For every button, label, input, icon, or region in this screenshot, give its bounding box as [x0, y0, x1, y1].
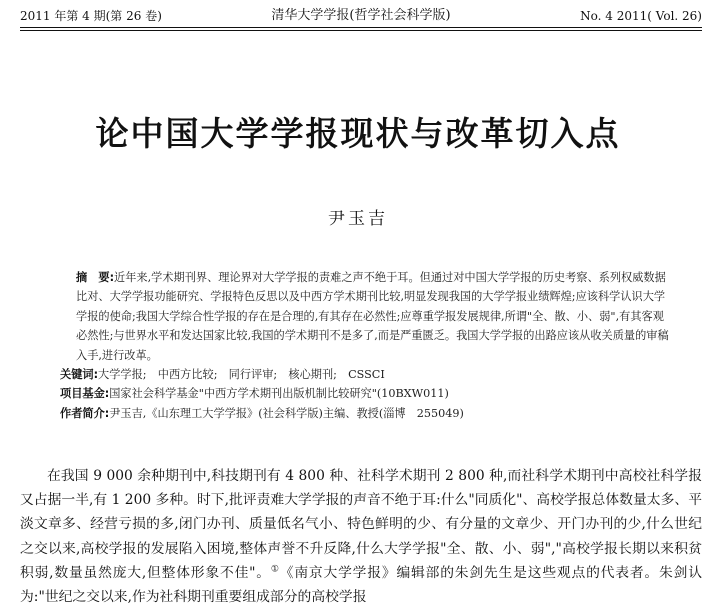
abstract-paragraph	[60, 268, 670, 365]
running-header	[20, 6, 702, 26]
keyword-item: 大学学报;	[98, 368, 147, 382]
keyword-item: CSSCI	[348, 368, 385, 382]
header-rule-thin	[20, 30, 702, 31]
fund-text: 国家社会科学基金"中西方学术期刊出版机制比较研究"(10BXW011)	[109, 387, 449, 401]
abstract-text: 近年来,学术期刊界、理论界对大学学报的责难之声不绝于耳。但通过对中国大学学报的历史考察、系列权威数据比对、大学学报功能研究、学报特色反思以及中西方学术期刊比较,明显发现我国的大学学报业绩辉煌;应该科学认识大学学报的使命;我国大学综合性学报的存在是合理的,有其存在必然性;应尊重学报发展规律,所谓"全、散、小、弱",有其客观必然性;与世界水平和发达国家比较,我国的学术期刊不是多了,而是严重匮乏。我国大学学报的出路应该从收关质量的审稿入手,进行改革。	[76, 271, 669, 362]
fund-line	[60, 384, 670, 403]
footnote-marker: ①	[270, 564, 280, 575]
header-rule-thick	[20, 27, 702, 28]
keywords-line	[60, 365, 670, 384]
abstract-label: 摘 要:	[76, 271, 115, 284]
bio-text: 尹玉吉,《山东理工大学学报》(社会科学版)主编、教授(淄博 255049)	[109, 406, 464, 420]
article-author: 尹玉吉	[328, 209, 388, 229]
article-title: 论中国大学学报现状与改革切入点	[95, 114, 621, 153]
journal-name: 清华大学学报(哲学社会科学版)	[271, 8, 451, 23]
keyword-item: 中西方比较;	[157, 368, 218, 382]
keywords-label: 关键词:	[60, 368, 99, 382]
bio-label: 作者简介:	[60, 406, 110, 420]
keyword-item: 核心期刊;	[288, 368, 337, 382]
fund-label: 项目基金:	[60, 387, 110, 401]
abstract-block	[60, 268, 670, 423]
body-paragraph	[20, 464, 702, 609]
bio-line	[60, 404, 670, 423]
body-text-part2: 《南京大学学报》编辑部的朱剑先生是这些观点的代表者。朱剑认为:"世纪之交以来,作为社科期刊重要组成部分的高校学报	[20, 564, 702, 606]
issue-info: 2011 年第 4 期(第 26 卷)	[20, 9, 162, 23]
keyword-item: 同行评审;	[228, 368, 278, 382]
issue-info-english: No. 4 2011( Vol. 26)	[580, 9, 702, 23]
body-text-part1: 在我国 9 000 余种期刊中,科技期刊有 4 800 种、社科学术期刊 2 800 种,而社科学术期刊中高校社科学报又占据一半,有 1 200 多种。时下,批评责难大学学报的声音不绝于耳:什么"同质化"、高校学报总体数量太多、平淡文章多、经营亏损的多,闭门办刊、质量低名气小、特色鲜明的少、有分量的文章少、开门办刊的少,什么世纪之交以来,高校学报的发展陷入困境,整体声誉不升反降,什么大学学报"全、散、小、弱","高校学报长期以来积贫积弱,数量虽然庞大,但整体形象不佳"。	[20, 468, 702, 581]
